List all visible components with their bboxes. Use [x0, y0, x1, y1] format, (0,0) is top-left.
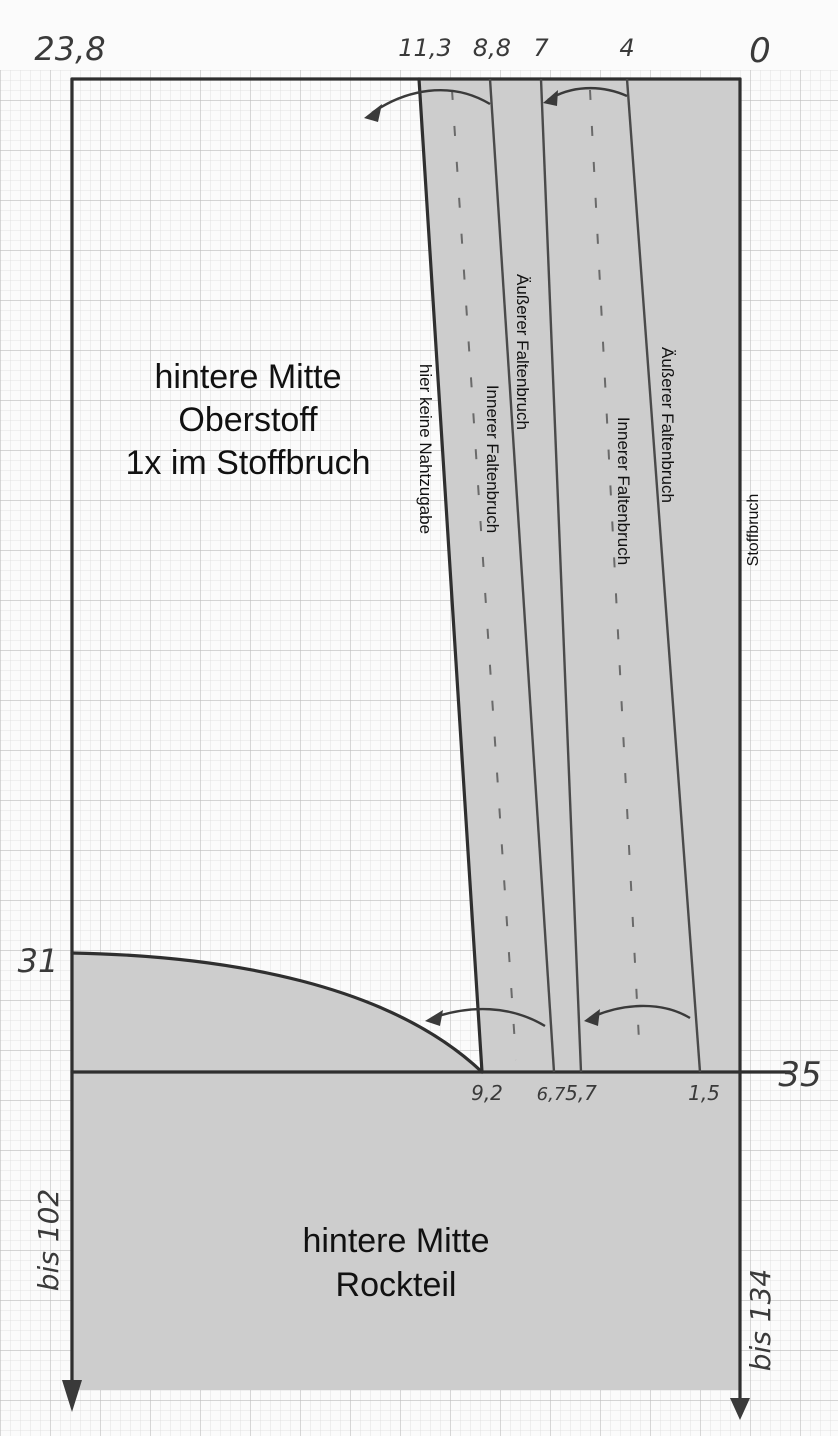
upper-piece-cut-instruction: 1x im Stoffbruch: [125, 444, 371, 482]
measure-right-35: 35: [778, 1055, 822, 1095]
measure-left-31: 31: [17, 942, 59, 980]
upper-piece-title: hintere Mitte: [154, 358, 342, 396]
inner-fold-label-right: Innerer Faltenbruch: [614, 416, 633, 566]
outer-fold-label-left: Äußerer Faltenbruch: [513, 274, 532, 430]
measure-waist-1-5: 1,5: [688, 1081, 720, 1105]
measure-waist-6-7: 6,7: [536, 1084, 566, 1105]
upper-piece-fabric: Oberstoff: [178, 401, 318, 439]
measure-top-11-3: 11,3: [398, 34, 452, 62]
measure-top-7: 7: [533, 34, 549, 62]
measure-top-23-8: 23,8: [34, 30, 106, 68]
measure-top-0: 0: [749, 31, 771, 71]
skirt-piece-title: hintere Mitte: [302, 1222, 490, 1260]
inner-fold-label-left: Innerer Faltenbruch: [483, 384, 502, 534]
measure-left-skirt-length: bis 102: [32, 1188, 65, 1292]
measure-right-skirt-length: bis 134: [744, 1268, 777, 1372]
fabric-fold-label: Stoffbruch: [745, 493, 762, 567]
no-seam-allowance-label: hier keine Nahtzugabe: [416, 363, 435, 535]
outer-fold-label-right: Äußerer Faltenbruch: [658, 347, 677, 503]
measure-top-8-8: 8,8: [472, 34, 512, 62]
measure-waist-9-2: 9,2: [471, 1081, 503, 1105]
skirt-piece-name: Rockteil: [335, 1266, 457, 1304]
measure-top-4: 4: [619, 34, 635, 62]
measure-waist-5-7: 5,7: [565, 1081, 597, 1105]
